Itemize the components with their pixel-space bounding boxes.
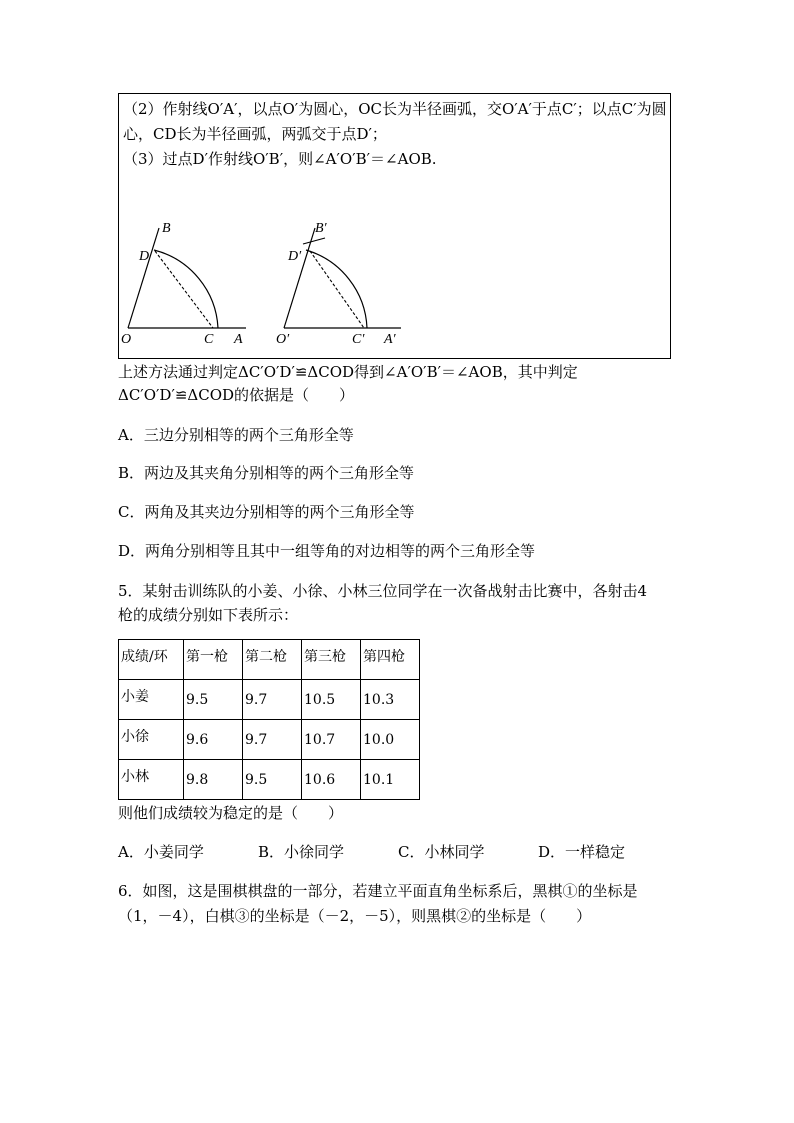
- construction-step-3: （3）过点D′作射线O′B′，则∠A′O′B′＝∠AOB.: [123, 150, 437, 168]
- label-D-prime: D′: [288, 249, 302, 264]
- angle-construction-figures: [118, 210, 418, 355]
- q5-stem-line2: 枪的成绩分别如下表所示：: [118, 606, 299, 624]
- table-cell: 小林: [119, 760, 184, 800]
- label-C-prime: C′: [352, 332, 365, 347]
- table-header-cell: 第一枪: [184, 640, 243, 680]
- q5-stem-line1: 5．某射击训练队的小姜、小徐、小林三位同学在一次备战射击比赛中，各射击4: [118, 582, 648, 600]
- ray-O1B1: [284, 228, 315, 328]
- table-header-row: [119, 640, 420, 680]
- construction-step-2-line2: 心，CD长为半径画弧，两弧交于点D′；: [123, 125, 387, 143]
- table-cell: 10.1: [361, 760, 420, 800]
- q4-stem-line2: ΔC′O′D′≌ΔCOD的依据是（ ）: [118, 386, 355, 404]
- table-cell: 小姜: [119, 680, 184, 720]
- q5-option-c: C．小林同学: [398, 843, 485, 861]
- table-cell: 9.5: [184, 680, 243, 720]
- q4-stem-line1: 上述方法通过判定ΔC′O′D′≌ΔCOD得到∠A′O′B′＝∠AOB，其中判定: [118, 363, 578, 381]
- q6-stem-line1: 6．如图，这是围棋棋盘的一部分，若建立平面直角坐标系后，黑棋①的坐标是: [118, 882, 638, 900]
- table-cell: 9.5: [243, 760, 302, 800]
- figure-original-angle: [121, 221, 246, 347]
- q5-option-b: B．小徐同学: [258, 843, 345, 861]
- label-O: O: [121, 332, 132, 347]
- arc-CD: [154, 250, 218, 328]
- label-A: A: [234, 332, 243, 347]
- label-C: C: [204, 332, 214, 347]
- construction-step-2-line1: （2）作射线O′A′，以点O′为圆心，OC长为半径画弧，交O′A′于点C′；以点C′为圆: [123, 100, 667, 118]
- segment-CD: [155, 251, 213, 328]
- table-cell: 9.7: [243, 720, 302, 760]
- q6-stem-line2: （1，－4），白棋③的坐标是（－2，－5），则黑棋②的坐标是（ ）: [118, 907, 592, 925]
- table-cell: 10.3: [361, 680, 420, 720]
- q4-option-c: C．两角及其夹边分别相等的两个三角形全等: [118, 503, 415, 521]
- q4-option-d: D．两角分别相等且其中一组等角的对边相等的两个三角形全等: [118, 542, 536, 560]
- table-header-cell: 成绩/环: [119, 640, 184, 680]
- table-cell: 10.0: [361, 720, 420, 760]
- q4-option-a: A．三边分别相等的两个三角形全等: [118, 426, 354, 444]
- figure-constructed-angle: [276, 221, 401, 347]
- q5-question: 则他们成绩较为稳定的是（ ）: [118, 804, 344, 822]
- table-cell: 10.7: [302, 720, 361, 760]
- table-cell: 9.6: [184, 720, 243, 760]
- ray-OB: [128, 228, 159, 328]
- table-cell: 10.5: [302, 680, 361, 720]
- table-cell: 小徐: [119, 720, 184, 760]
- table-header-cell: 第三枪: [302, 640, 361, 680]
- arc-intersection-mark: [303, 238, 325, 244]
- q4-option-b: B．两边及其夹角分别相等的两个三角形全等: [118, 464, 415, 482]
- table-cell: 9.7: [243, 680, 302, 720]
- q5-option-a: A．小姜同学: [118, 843, 204, 861]
- score-table: [118, 639, 420, 800]
- label-B: B: [162, 221, 171, 236]
- table-header-cell: 第四枪: [361, 640, 420, 680]
- table-cell: 10.6: [302, 760, 361, 800]
- table-row: [119, 760, 420, 800]
- label-A-prime: A′: [384, 332, 396, 347]
- table-header-cell: 第二枪: [243, 640, 302, 680]
- table-row: [119, 720, 420, 760]
- q5-option-d: D．一样稳定: [538, 843, 626, 861]
- label-O-prime: O′: [276, 332, 290, 347]
- table-cell: 9.8: [184, 760, 243, 800]
- label-B-prime: B′: [315, 221, 327, 236]
- table-row: [119, 680, 420, 720]
- label-D: D: [139, 249, 150, 264]
